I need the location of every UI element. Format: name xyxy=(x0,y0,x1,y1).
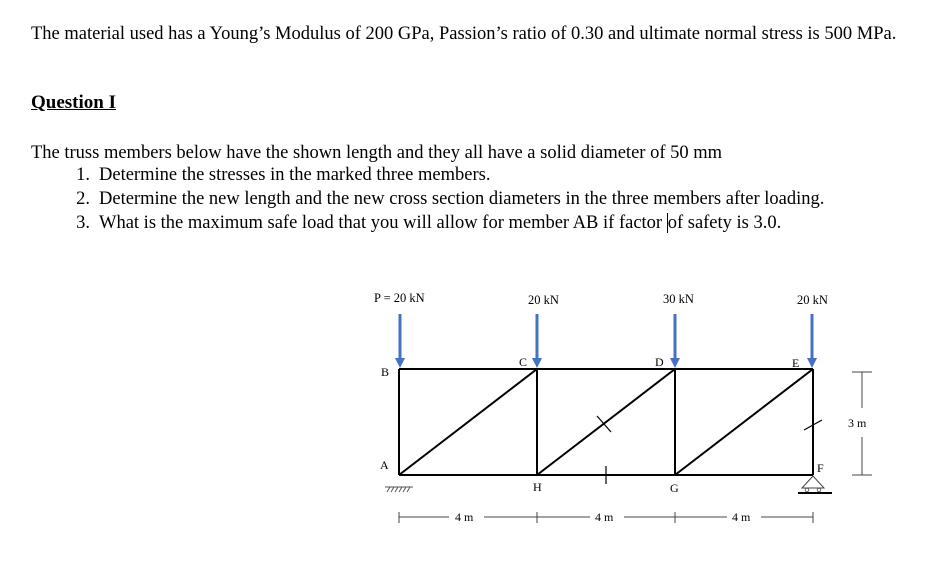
load-labels xyxy=(374,291,828,307)
span-label-2: 4 m xyxy=(595,510,614,524)
intro-paragraph: The material used has a Young’s Modulus of 200 GPa, Passion’s ratio of 0.30 and ultimate normal stress is 500 MPa. xyxy=(31,24,897,44)
node-label-c: C xyxy=(519,355,528,369)
load-label-c: 20 kN xyxy=(528,293,559,307)
member-marks xyxy=(597,416,822,484)
node-label-g: G xyxy=(670,481,679,495)
item-text: Determine the stresses in the marked three members. xyxy=(99,165,491,185)
height-label: 3 m xyxy=(848,416,867,430)
node-label-f: F xyxy=(817,461,824,475)
mark-hd xyxy=(597,416,611,432)
load-label-d: 30 kN xyxy=(663,292,694,306)
item-number: 2. xyxy=(76,189,90,209)
load-label-e: 20 kN xyxy=(797,293,828,307)
load-arrows xyxy=(400,314,812,363)
load-label-b: P = 20 kN xyxy=(374,291,425,305)
member-ge xyxy=(675,369,813,475)
span-label-3: 4 m xyxy=(732,510,751,524)
text-cursor: of safety is 3.0. xyxy=(667,213,782,233)
roller-support-f xyxy=(798,476,832,493)
item-text-part: What is the maximum safe load that you will allow for member AB if factor xyxy=(99,213,667,233)
node-label-d: D xyxy=(655,355,664,369)
pin-support-a xyxy=(385,487,413,492)
node-label-e: E xyxy=(792,356,800,370)
span-label-1: 4 m xyxy=(455,510,474,524)
item-number: 1. xyxy=(76,165,90,185)
member-ac xyxy=(399,369,537,475)
member-hd xyxy=(537,369,675,475)
node-label-h: H xyxy=(533,480,542,494)
node-label-a: A xyxy=(380,458,389,472)
lead-sentence: The truss members below have the shown length and they all have a solid diameter of 50 mm xyxy=(31,143,723,163)
question-title: Question I xyxy=(31,92,116,113)
item-number: 3. xyxy=(76,213,90,233)
item-text: Determine the new length and the new cross section diameters in the three members after loading. xyxy=(99,189,825,209)
node-label-b: B xyxy=(381,365,390,379)
truss-members xyxy=(399,369,813,475)
